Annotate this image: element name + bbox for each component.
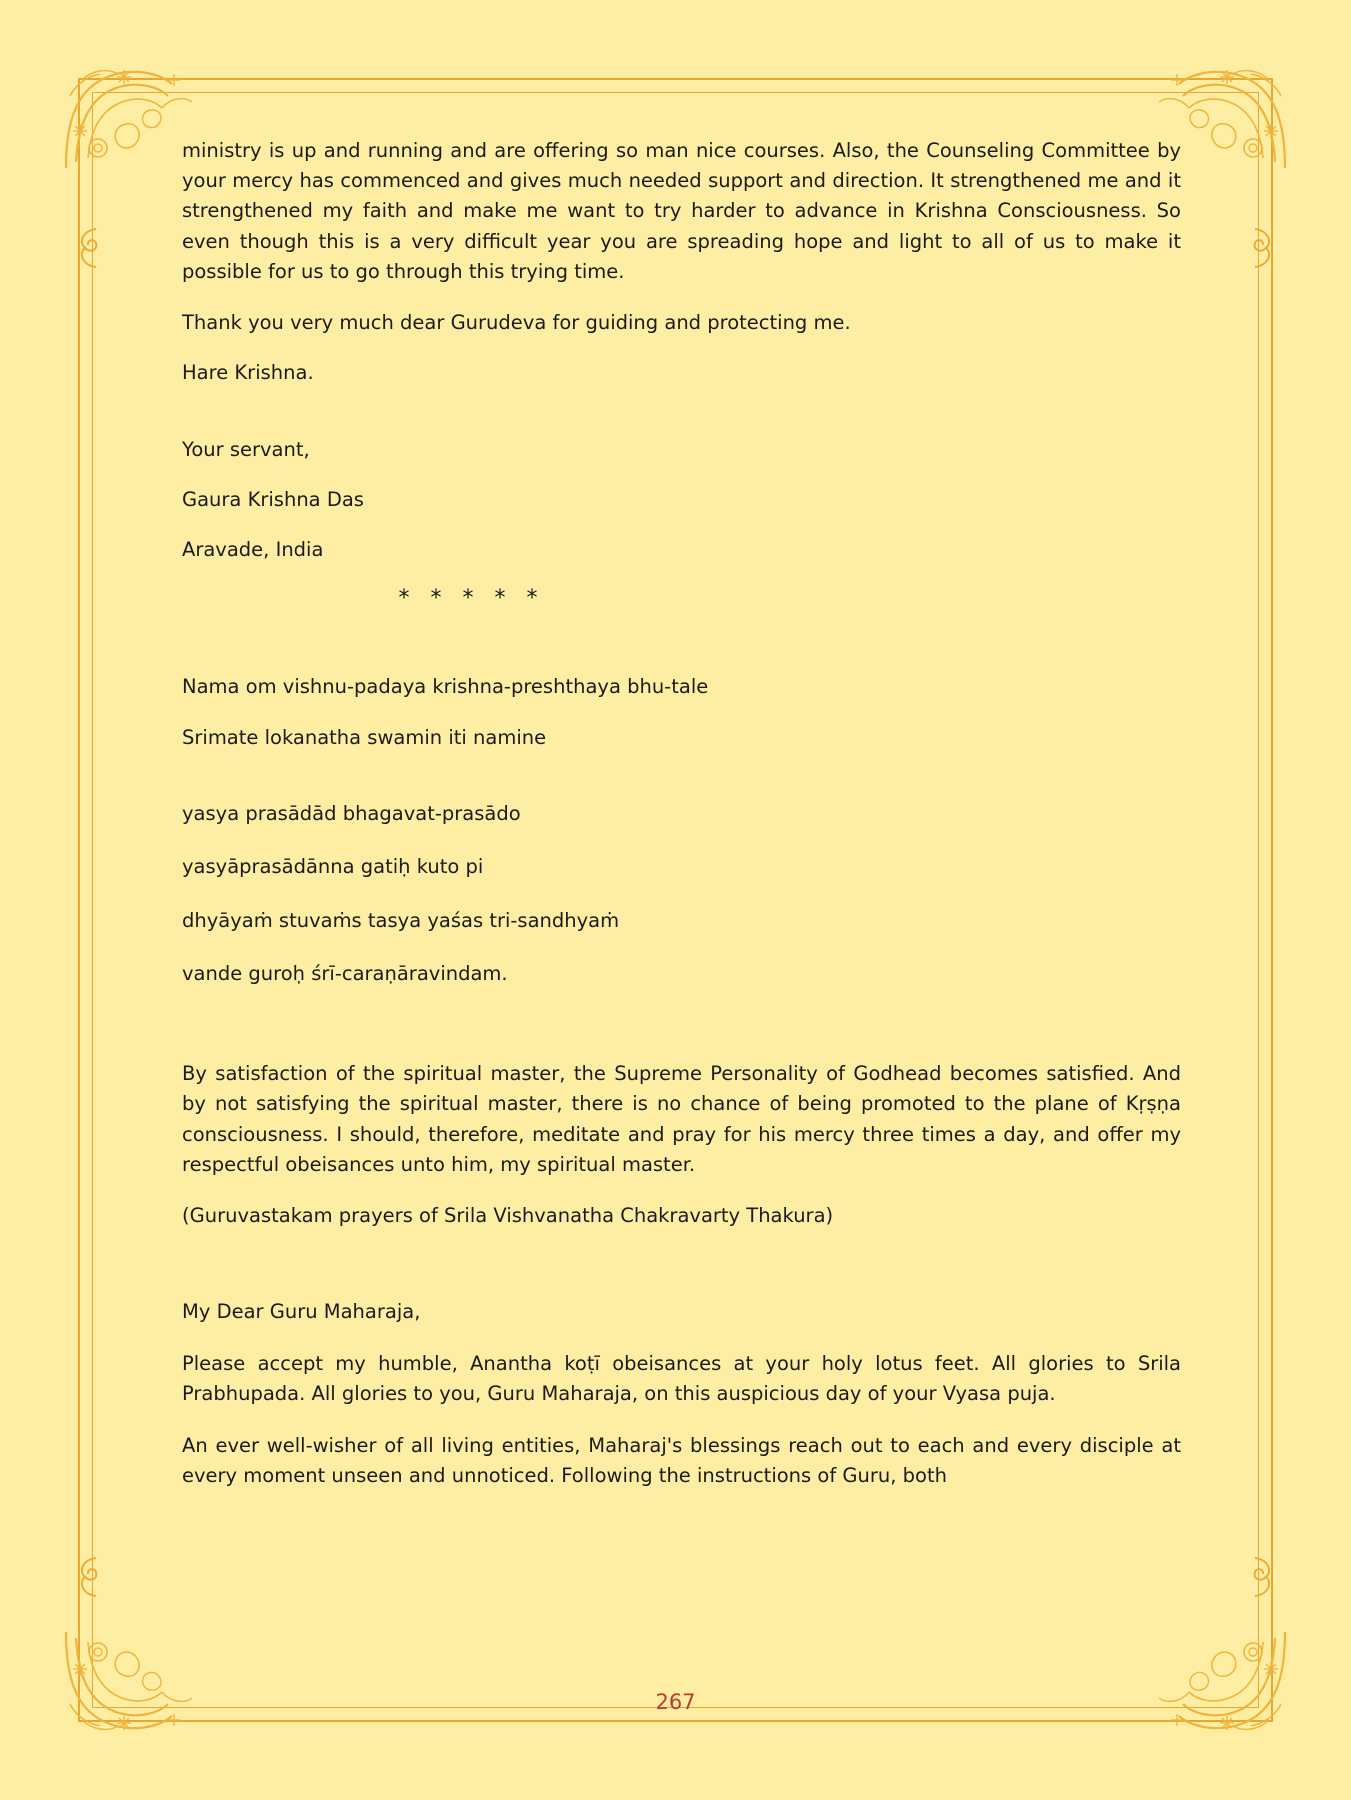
spacer (182, 1252, 1181, 1298)
verse-translation: By satisfaction of the spiritual master, the Supreme Personality of Godhead becomes satisfied. And by not satisfying the spiritual master, there is no chance of being promoted to the plane of Kṛṣṇa consciousness. I should, therefore, meditate and pray for his mercy three times a day, and offer my respectful obeisances unto him, my spiritual master. (182, 1062, 1181, 1176)
spacer (182, 611, 1181, 673)
verse-attribution: (Guruvastakam prayers of Srila Vishvanatha Chakravarty Thakura) (182, 1204, 834, 1228)
page-number: 267 (655, 1690, 696, 1714)
pranama-line-1: Nama om vishnu-padaya krishna-preshthaya bhu-tale (182, 675, 709, 699)
side-ornament-icon (1249, 225, 1275, 271)
verse-line-2: yasyāprasādānna gatiḥ kuto pi (182, 855, 484, 879)
spacer (182, 1013, 1181, 1059)
letter-one-paragraph-2: Thank you very much dear Gurudeva for guiding and protecting me. (182, 311, 851, 335)
side-ornament-icon (76, 1554, 102, 1600)
letter-one-signature-location: Aravade, India (182, 538, 324, 562)
letter-one-signature-name: Gaura Krishna Das (182, 487, 364, 511)
letter-two-paragraph-1: Please accept my humble, Anantha koṭī obeisances at your holy lotus feet. All glories to Srila Prabhupada. All glories to you, Guru Maharaja, on this auspicious day of your Vyasa puja. (182, 1351, 1181, 1405)
section-divider-stars: * * * * * (398, 586, 545, 612)
letter-one-paragraph-3: Hare Krishna. (182, 361, 314, 385)
pranama-line-2: Srimate lokanatha swamin iti namine (182, 725, 547, 749)
spacer (182, 410, 1181, 436)
verse-line-4: vande guroḥ śrī-caraṇāravindam. (182, 961, 508, 985)
letter-two-paragraph-2: An ever well-wisher of all living entities, Maharaj's blessings reach out to each and every disciple at every moment unseen and unnoticed. Following the instructions of Guru, both (182, 1433, 1181, 1488)
side-ornament-icon (76, 225, 102, 271)
side-ornament-icon (1249, 1554, 1275, 1600)
verse-line-3: dhyāyaṁ stuvaṁs tasya yaśas tri-sandhyaṁ (182, 908, 620, 932)
page-content (182, 136, 1181, 1670)
letter-one-paragraph-1: ministry is up and running and are offering so man nice courses. Also, the Counseling Committee by your mercy has commenced and gives much needed support and direction. It strengthened me and it strengthened my faith and make me want to try harder to advance in Krishna Consciousness. So even though this is a very difficult year you are spreading hope and light to all of us to make it possible for us to go through this trying time. (182, 139, 1181, 283)
verse-line-1: yasya prasādād bhagavat-prasādo (182, 801, 521, 825)
spacer (182, 774, 1181, 800)
letter-two-salutation: My Dear Guru Maharaja, (182, 1300, 421, 1324)
letter-one-closing: Your servant, (182, 437, 310, 461)
guruvastakam-verse (182, 800, 1181, 987)
